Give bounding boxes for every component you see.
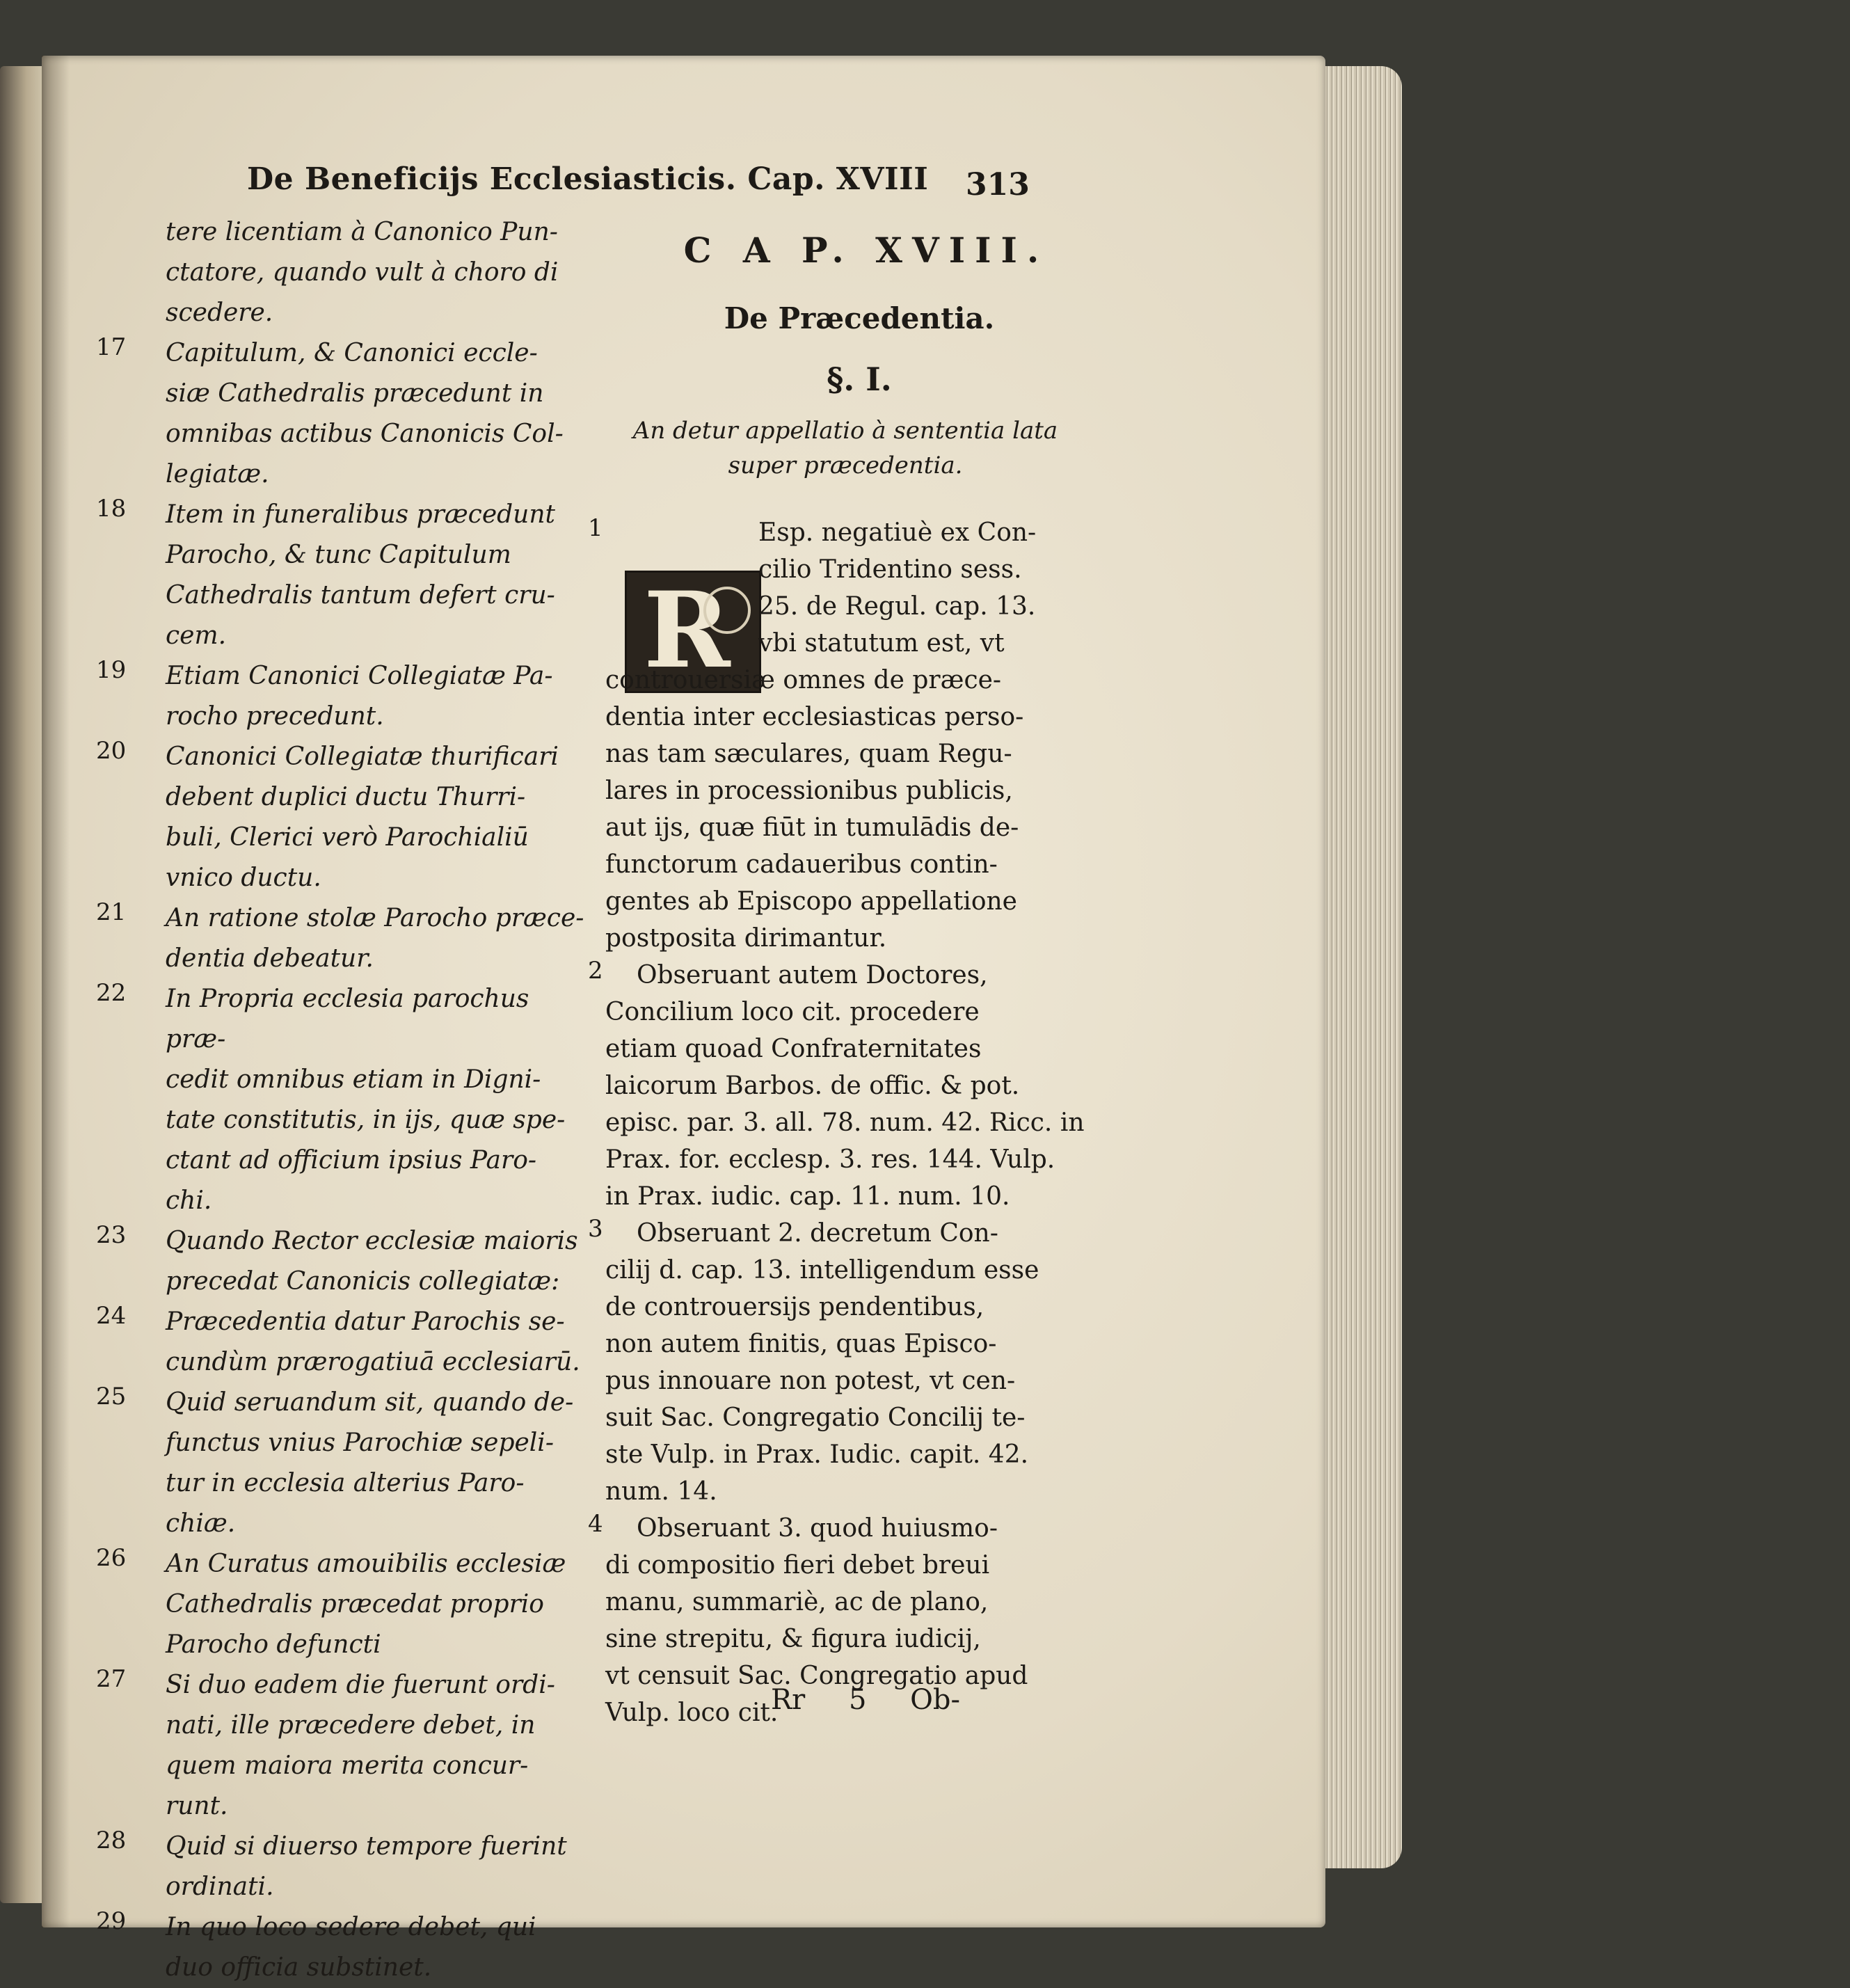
- summary-entry: 18 Item in funeralibus præcedunt Parocho, & tunc Capitulum Cathedralis tantum defert cru- cem.: [96, 495, 556, 650]
- paragraph-text: Obseruant autem Doctores, Concilium loco cit. procedere etiam quoad Confraternitates laicorum Barbos. de offic. & pot. episc. par. 3. all. 78. num. 42. Ricc. in Prax. for. ecclesp. 3. res. 144. Vulp. in Prax. iudic. cap. 11. num. 10.: [605, 961, 1085, 1211]
- summary-entry: 24 Præcedentia datur Parochis se- cundùm prærogatiuā ecclesiarū.: [96, 1302, 580, 1376]
- chapter-title: C A P. XVIII.: [683, 230, 1049, 271]
- paragraph-number: 2: [588, 957, 603, 985]
- summary-entry: 17 Capitulum, & Canonici eccle- siæ Cathedralis præcedunt in omnibas actibus Canonicis Col- legiatæ.: [96, 333, 564, 488]
- paragraph-2: [588, 957, 1085, 1215]
- running-head: De Beneficijs Ecclesiasticis. Cap. XVIII: [247, 161, 929, 197]
- paragraph-number: 4: [588, 1510, 603, 1538]
- summary-entry: 27 Si duo eadem die fuerunt ordi- nati, ille præcedere debet, in quem maiora merita concur- runt.: [96, 1665, 555, 1820]
- dropcap-ornament: R: [625, 571, 761, 693]
- paragraph-text: Obseruant 3. quod huiusmo- di compositio fieri debet breui manu, summariè, ac de plano, sine strepitu, & figura iudicij, vt censuit Sac. Congregatio apud Vulp. loco cit.: [605, 1514, 1028, 1727]
- page-block-edges: [1315, 66, 1402, 1868]
- summary-column: [90, 212, 591, 1988]
- section-summary: An detur appellatio à sententia lata super præcedentia.: [632, 417, 1058, 479]
- paragraph-text: Obseruant 2. decretum Con- cilij d. cap. 13. intelligendum esse de controuersijs pendentibus, non autem finitis, quas Episco- pus innouare non potest, vt cen- suit Sac. Congregatio Concilij te- ste Vulp. in Prax. Iudic. capit. 42. num. 14.: [605, 1219, 1039, 1506]
- paragraph-number: 1: [588, 514, 603, 542]
- paragraph-text: Esp. negatiuè ex Con- cilio Tridentino sess. 25. de Regul. cap. 13. vbi statutum est, vt controuersiæ omnes de præce- dentia inter ecclesiasticas perso- nas tam sæculares, quam Regu- lares in processionibus publicis, aut ijs, quæ fiūt in tumulādis de- functorum cadaueribus contin- gentes ab Episcopo appellatione postposita dirimantur.: [605, 518, 1037, 953]
- paragraph-1: [588, 514, 1085, 957]
- summary-entry: 19 Etiam Canonici Collegiatæ Pa- rocho precedunt.: [96, 656, 553, 731]
- summary-entry: tere licentiam à Canonico Pun- ctatore, quando vult à choro di scedere.: [166, 218, 559, 327]
- signature-catchword: Rr 5 Ob-: [771, 1684, 961, 1716]
- section-sign: §. I.: [827, 360, 892, 398]
- summary-entry: 28 Quid si diuerso tempore fuerint ordinati.: [96, 1827, 567, 1901]
- summary-entry: 20 Canonici Collegiatæ thurificari debent duplici ductu Thurri- buli, Clerici verò Parochialiū vnico ductu.: [96, 737, 559, 892]
- main-column: [588, 230, 1085, 1731]
- summary-entry: 29 In quo loco sedere debet, qui duo officia substinet.: [96, 1907, 536, 1982]
- summary-entry: 21 An ratione stolæ Parocho præce- dentia debeatur.: [96, 898, 584, 973]
- paragraph-3: [588, 1215, 1085, 1510]
- page-number: 313: [966, 167, 1030, 202]
- summary-entry: 25 Quid seruandum sit, quando de- functus vnius Parochiæ sepeli- tur in ecclesia alterius Paro- chiæ.: [96, 1383, 574, 1538]
- chapter-subject: De Præcedentia.: [724, 301, 995, 335]
- summary-entry: 22 In Propria ecclesia parochus præ- cedit omnibus etiam in Digni- tate constitutis, in ijs, quæ spe- ctant ad officium ipsius Paro- chi.: [96, 979, 566, 1215]
- summary-entry: 26 An Curatus amouibilis ecclesiæ Cathedralis præcedat proprio Parocho defuncti: [96, 1544, 566, 1659]
- paragraph-number: 3: [588, 1215, 603, 1243]
- summary-entry: 23 Quando Rector ecclesiæ maioris precedat Canonicis collegiatæ:: [96, 1221, 578, 1296]
- gutter-shadow: [42, 56, 70, 1927]
